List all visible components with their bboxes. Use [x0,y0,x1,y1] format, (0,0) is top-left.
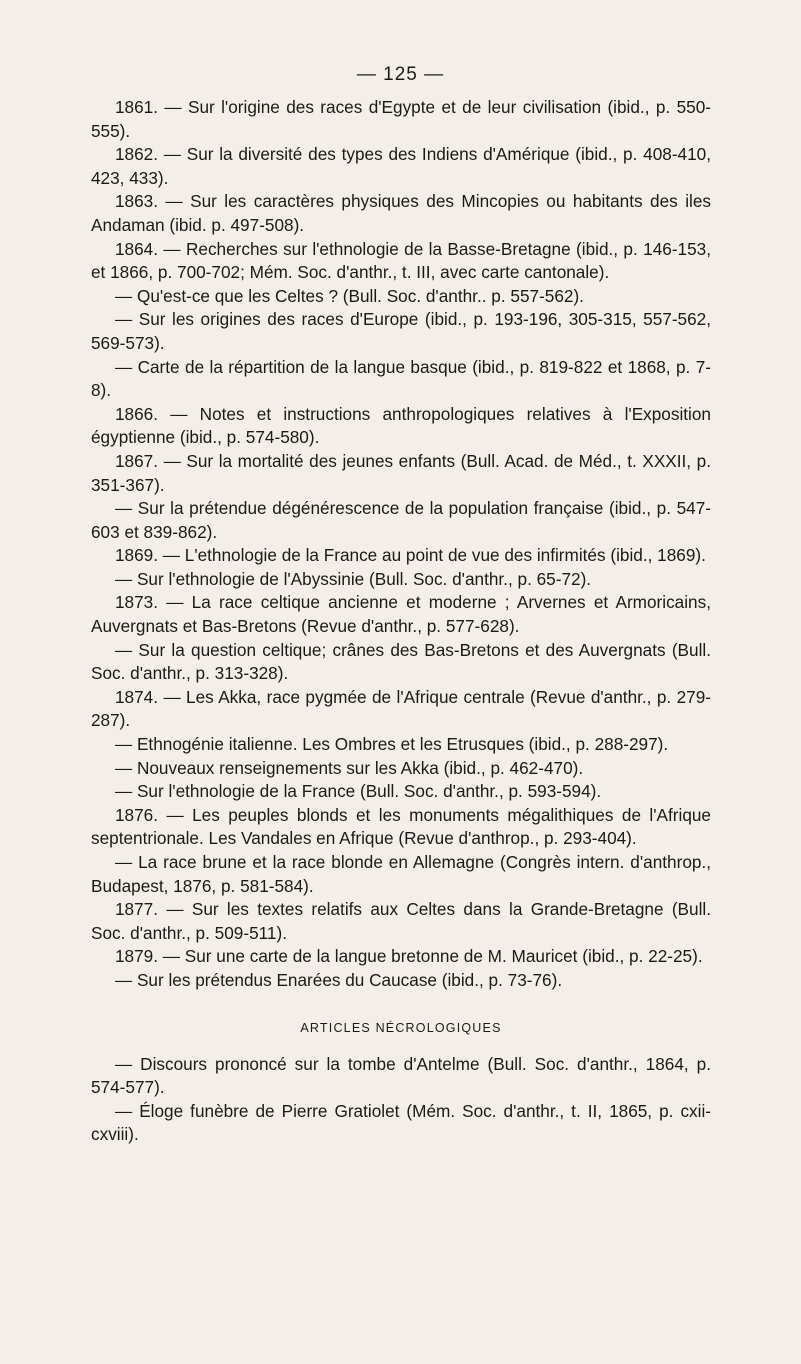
entry-text: — Sur les textes relatifs aux Celtes dans la Grande-Bretagne (Bull. Soc. d'anthr., p. 509-511). [91,899,711,943]
bibliography-entry [91,544,711,568]
entry-year: 1861. [115,97,159,117]
entry-text: — Sur la mortalité des jeunes enfants (Bull. Acad. de Méd., t. XXXII, p. 351-367). [91,450,711,495]
bibliography-entry [91,733,711,757]
entry-text: — Carte de la répartition de la langue basque (ibid., p. 819-822 et 1868, p. 7-8). [91,356,711,401]
bibliography-entry [91,285,711,309]
entry-text: — La race celtique ancienne et moderne ; Arvernes et Armoricains, Auvergnats et Bas-Bretons (Revue d'anthr., p. 577-628). [91,592,711,637]
necrology-entry [91,1100,711,1147]
bibliography-entry [91,639,711,686]
bibliography-entry [91,190,711,237]
entry-text: — Sur les caractères physiques des Mincopies ou habitants des iles Andaman (ibid. p. 497-508). [91,191,711,235]
bibliography-entry [91,969,711,993]
entry-text: — Sur l'origine des races d'Egypte et de leur civilisation (ibid., p. 550-555). [91,97,711,141]
entry-text: — Les Akka, race pygmée de l'Afrique centrale (Revue d'anthr., p. 279-287). [91,686,712,731]
entry-year: 1876. [115,804,159,825]
entry-text: — Recherches sur l'ethnologie de la Basse-Bretagne (ibid., p. 146-153, et 1866, p. 700-702; Mém. Soc. d'anthr., t. III, avec carte cantonale). [91,238,711,283]
bibliography-entry [91,238,711,285]
bibliography-entry [91,945,711,969]
bibliography-entry [91,780,711,804]
bibliography-entry [91,898,711,945]
entry-text: — Notes et instructions anthropologiques relatives à l'Exposition égyptienne (ibid., p. 574-580). [91,403,711,448]
entry-text: — Discours prononcé sur la tombe d'Antelme (Bull. Soc. d'anthr., 1864, p. 574-577). [91,1053,711,1098]
entry-text: — La race brune et la race blonde en Allemagne (Congrès intern. d'anthrop., Budapest, 1876, p. 581-584). [91,852,711,896]
bibliography-entry [91,356,711,403]
bibliography-entry [91,568,711,592]
entry-year: 1877. [115,899,159,920]
entry-text: — Sur la diversité des types des Indiens d'Amérique (ibid., p. 408-410, 423, 433). [91,144,711,188]
page-number: — 125 — [356,64,445,85]
bibliography-entry [91,143,711,190]
entry-text: — Sur les prétendus Enarées du Caucase (ibid., p. 73-76). [115,969,563,990]
entry-year: 1866. [115,403,159,424]
section-heading: ARTICLES NÉCROLOGIQUES [300,1020,502,1035]
bibliography-entry [91,851,711,898]
entry-text: — Qu'est-ce que les Celtes ? (Bull. Soc. d'anthr.. p. 557-562). [115,285,584,306]
entry-year: 1873. [115,592,159,613]
entry-text: — L'ethnologie de la France au point de vue des infirmités (ibid., 1869). [162,545,706,566]
necrology-entry [91,1053,711,1100]
entry-text: — Sur les origines des races d'Europe (ibid., p. 193-196, 305-315, 557-562, 569-573). [91,309,711,353]
bibliography-entry [91,450,711,497]
entry-text: — Sur la prétendue dégénérescence de la population française (ibid., p. 547-603 et 839-862). [91,498,711,542]
bibliography-entry [91,403,711,450]
entry-text: — Ethnogénie italienne. Les Ombres et les Etrusques (ibid., p. 288-297). [115,734,669,755]
bibliography-entry [91,96,711,143]
entry-text: — Sur l'ethnologie de la France (Bull. Soc. d'anthr., p. 593-594). [115,781,602,802]
entry-text: — Sur la question celtique; crânes des Bas-Bretons et des Auvergnats (Bull. Soc. d'anthr., p. 313-328). [91,639,711,684]
bibliography-entry [91,686,711,733]
entry-text: — Sur une carte de la langue bretonne de M. Mauricet (ibid., p. 22-25). [162,946,703,967]
bibliography-entry [91,497,711,544]
entry-year: 1862. [115,144,159,165]
bibliography-entry [91,308,711,355]
entry-year: 1869. [115,545,159,566]
necrology-list [91,1053,711,1147]
entry-text: — Sur l'ethnologie de l'Abyssinie (Bull. Soc. d'anthr., p. 65-72). [115,568,592,589]
entry-year: 1879. [115,946,159,967]
entry-text: — Éloge funèbre de Pierre Gratiolet (Mém. Soc. d'anthr., t. II, 1865, p. cxii-cxviii). [91,1100,711,1145]
bibliography-list [91,96,711,993]
entry-text: — Les peuples blonds et les monuments mégalithiques de l'Afrique septentrionale. Les Vandales en Afrique (Revue d'anthrop., p. 293-404). [91,804,711,849]
bibliography-entry [91,804,711,851]
entry-year: 1867. [115,450,159,471]
entry-year: 1874. [115,686,159,707]
entry-year: 1863. [115,191,159,212]
entry-text: — Nouveaux renseignements sur les Akka (ibid., p. 462-470). [115,757,584,778]
bibliography-entry [91,757,711,781]
bibliography-entry [91,591,711,638]
entry-year: 1864. [115,238,159,259]
